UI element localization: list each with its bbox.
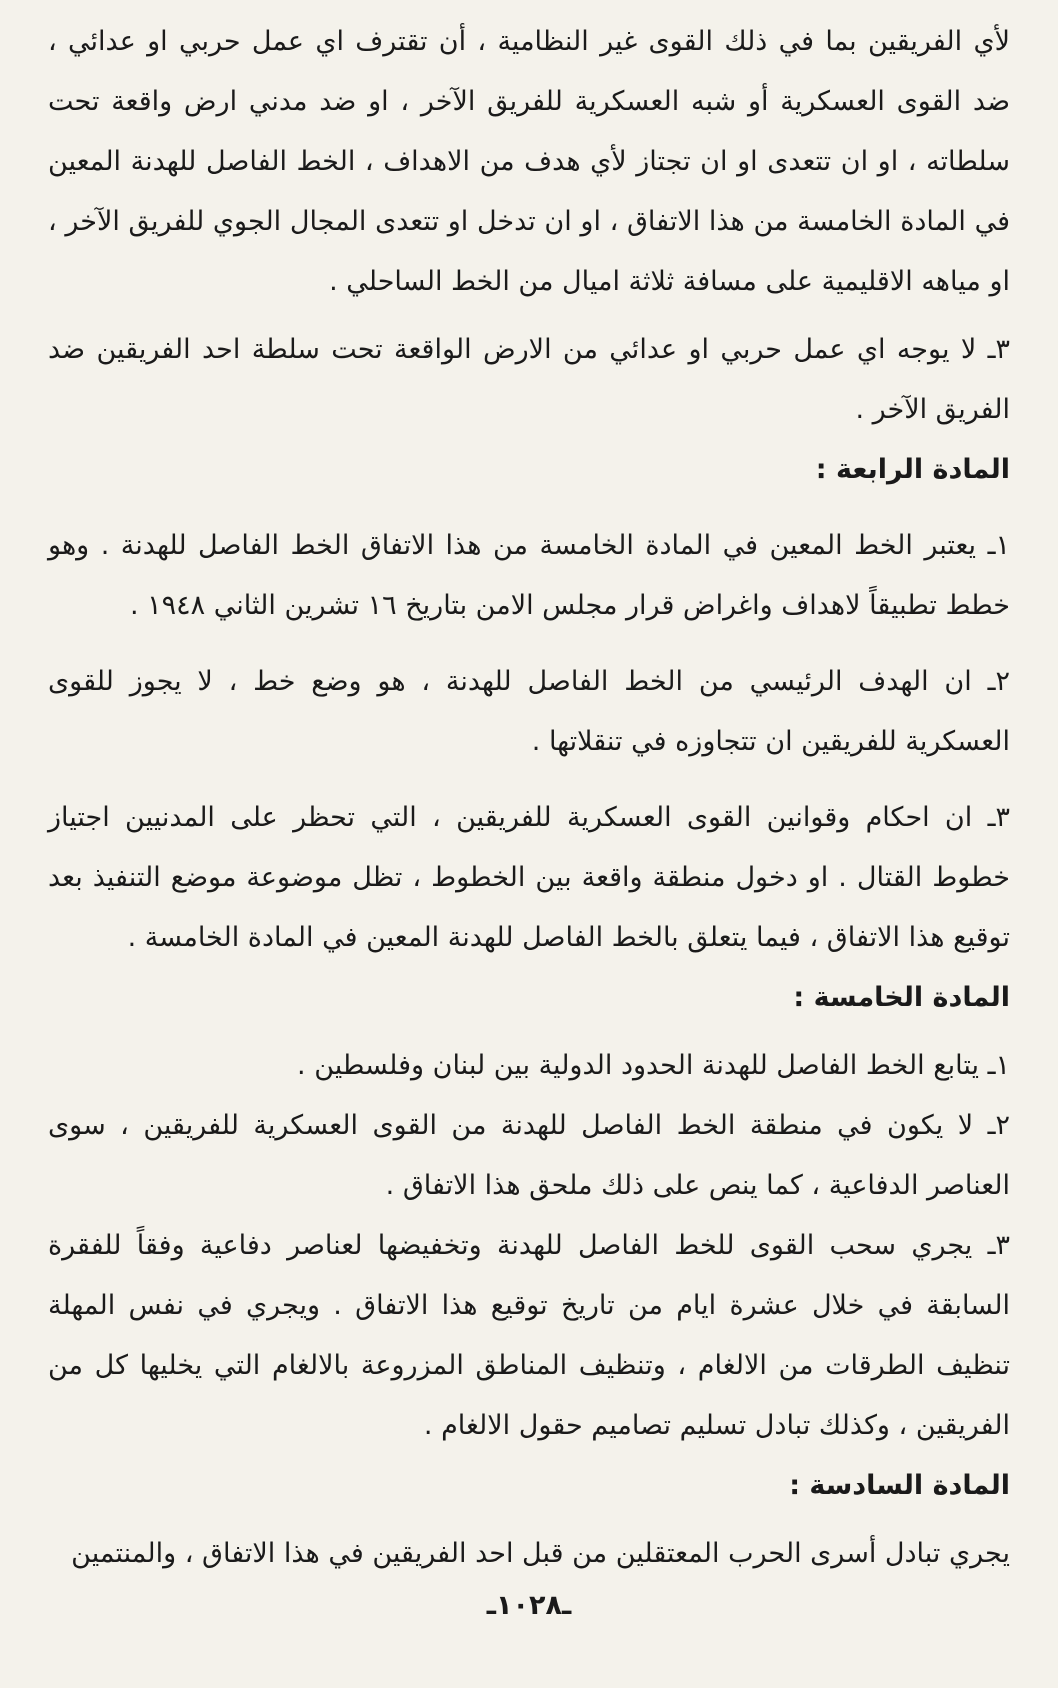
page-number: ـ١٠٢٨ـ [486,1590,572,1621]
paragraph-article-5-2: ٢ـ لا يكون في منطقة الخط الفاصل للهدنة من القوى العسكرية للفريقين ، سوى العناصر الدفاعية ، كما ينص على ذلك ملحق هذا الاتفاق . [48,1110,1010,1201]
paragraph-article-4-3: ٣ـ ان احكام وقوانين القوى العسكرية للفريقين ، التي تحظر على المدنيين اجتياز خطوط القتال . او دخول منطقة واقعة بين الخطوط ، تظل موضوعة موضع التنفيذ بعد توقيع هذا الاتفاق ، فيما يتعلق بالخط الفاصل للهدنة المعين في المادة الخامسة . [48,802,1010,953]
paragraph-article-5-1: ١ـ يتابع الخط الفاصل للهدنة الحدود الدولية بين لبنان وفلسطين . [297,1050,1010,1081]
heading-article-6: المادة السادسة : [789,1470,1010,1501]
paragraph-article-4-1: ١ـ يعتبر الخط المعين في المادة الخامسة من هذا الاتفاق الخط الفاصل للهدنة . وهو خطط تطبيقاً لاهداف واغراض قرار مجلس الامن بتاريخ ١٦ تشرين الثاني ١٩٤٨ . [48,530,1010,621]
paragraph-article-6: يجري تبادل أسرى الحرب المعتقلين من قبل احد الفريقين في هذا الاتفاق ، والمنتمين [71,1538,1010,1569]
heading-article-5: المادة الخامسة : [793,982,1010,1013]
paragraph-intro: لأي الفريقين بما في ذلك القوى غير النظامية ، أن تقترف اي عمل حربي او عدائي ، ضد القوى العسكرية أو شبه العسكرية للفريق الآخر ، او ضد مدني ارض واقعة تحت سلطاته ، او ان تتعدى او ان تجتاز لأي هدف من الاهداف ، الخط الفاصل للهدنة المعين في المادة الخامسة من هذا الاتفاق ، او ان تدخل او تتعدى المجال الجوي للفريق الآخر ، او مياهه الاقليمية على مسافة ثلاثة اميال من الخط الساحلي . [48,26,1010,297]
document-body [48,12,1010,1584]
paragraph-3-no-hostile-act: ٣ـ لا يوجه اي عمل حربي او عدائي من الارض الواقعة تحت سلطة احد الفريقين ضد الفريق الآخر . [48,334,1010,425]
paragraph-article-5-3: ٣ـ يجري سحب القوى للخط الفاصل للهدنة وتخفيضها لعناصر دفاعية وفقاً للفقرة السابقة في خلال عشرة ايام من تاريخ توقيع هذا الاتفاق . ويجري في نفس المهلة تنظيف الطرقات من الالغام ، وتنظيف المناطق المزروعة بالالغام التي يخليها كل من الفريقين ، وكذلك تبادل تسليم تصاميم حقول الالغام . [48,1230,1010,1441]
heading-article-4: المادة الرابعة : [815,454,1010,485]
paragraph-article-4-2: ٢ـ ان الهدف الرئيسي من الخط الفاصل للهدنة ، هو وضع خط ، لا يجوز للقوى العسكرية للفريقين ان تتجاوزه في تنقلاتها . [48,666,1010,757]
